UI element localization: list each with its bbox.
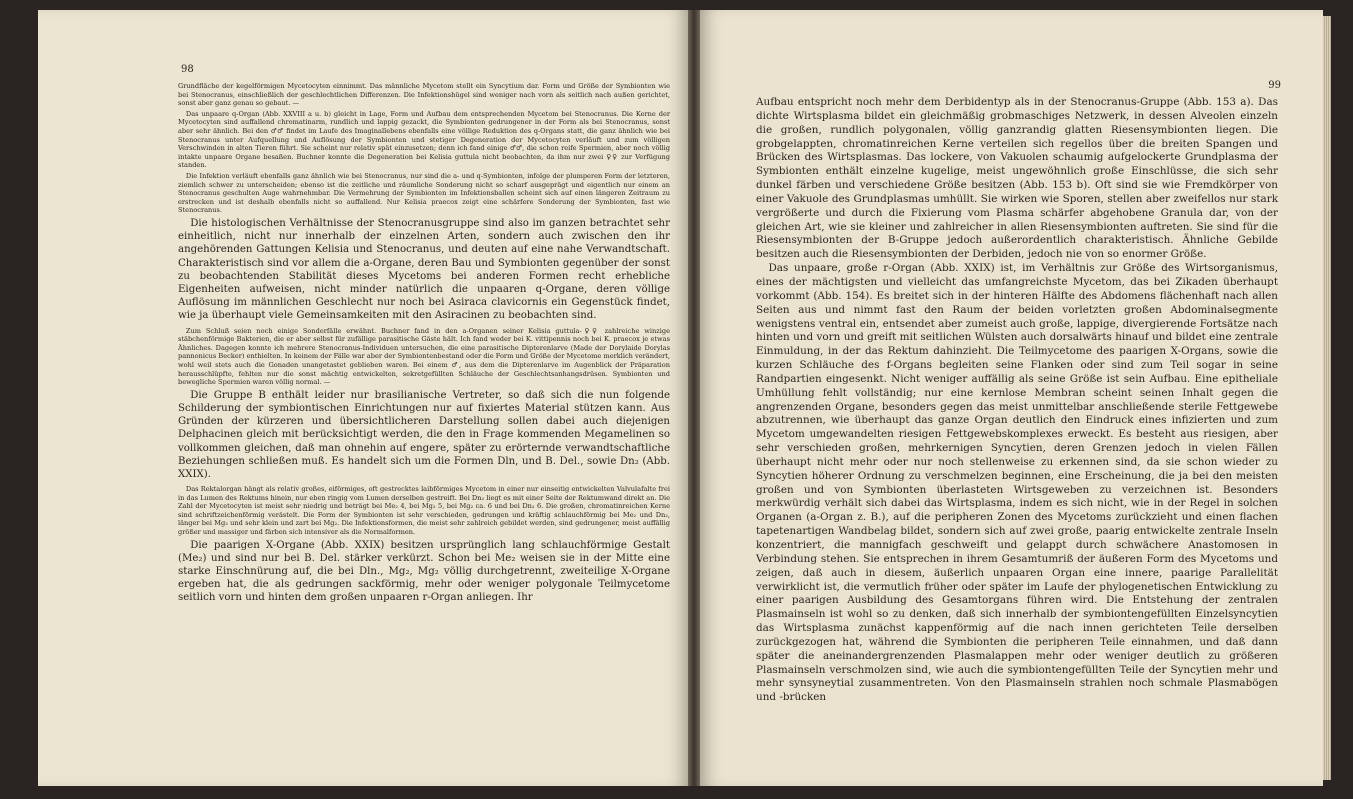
right-text-block [756,96,1278,705]
left-text-block [178,82,670,609]
right-page [700,10,1323,786]
paragraph: Das unpaare, große r-Organ (Abb. XXIX) ist, im Verhältnis zur Größe des Wirtsorganismus, eines der mächtigsten und vielleicht das umfangreichste Mycetom, das bei Zikaden überhaupt vorkommt (Abb. 154). Es breitet sich in der hinteren Hälfte des Abdomens flächenhaft nach allen Seiten aus und nimmt fast den Raum der beiden vorletzten großen Abdominalsegmente wenigstens ventral ein, entsendet aber zumeist auch große, lappige, divergierende Fortsätze nach hinten und vorn und greift mit seitlichen Wülsten auch dorsalwärts hinauf und bildet eine zentrale Einmuldung, in der das Rektum dahinzieht. Die Teilmycetome des paarigen X-Organs, sowie die kurzen Schläuche des f-Organs begleiten seine Flanken oder sind zum Teil sogar in seine Randpartien eingesenkt. Nicht weniger auffällig als seine Größe ist sein Aufbau. Eine epitheliale Umhüllung fehlt vollständig; nur eine kernlose Membran scheint seinen Inhalt gegen die angrenzenden Organe, besonders gegen das meist unmittelbar anschließende sterile Fettgewebe abzutrennen, wie überhaupt das ganze Organ deutlich den Eindruck eines infizierten und zum Mycetom umgewandelten riesigen Fettgewebskomplexes erweckt. Es besteht aus riesigen, aber sehr verschieden großen, mehrkernigen Syncytien, deren Grenzen jedoch in vielen Fällen überhaupt nicht mehr oder nur noch stellenweise zu erkennen sind, da sie schon wieder zu Syncytien höherer Ordnung zu verschmelzen beginnen, eine Erscheinung, die ja bei den meisten großen und von Symbionten überlasteten Wirtsgeweben zu verzeichnen ist. Besonders merkwürdig verhält sich dabei das Wirtsplasma, indem es sich nicht, wie in der Regel in solchen Organen (a-Organ z. B.), auf die peripheren Zonen des Mycetoms zurückzieht und einen flachen tapetenartigen Wandbelag bildet, sondern sich auf zwei große, paarig entwickelte zentrale Inseln konzentriert, die mannigfach geschweift und gelappt durch schwächere Anastomosen in Verbindung stehen. Sie entsprechen in ihrem Gesamtumriß der äußeren Form des Mycetoms und zeigen, daß auch in diesem, äußerlich unpaaren Organ eine innere, paarige Parallelität verwirklicht ist, die vermutlich früher oder später im Laufe der phylogenetischen Entwicklung zu einer paarigen Ausbildung des Gesamtorgans führen wird. Die Entstehung der zentralen Plasmainseln ist wohl so zu denken, daß sich innerhalb der symbiontengefüllten Einzelsyncytien das Wirtsplasma zunächst kappenförmig auf die nach innen gerichteten Teile derselben zurückgezogen hat, während die Symbionten die peripheren Teile einnahmen, und daß dann später die aneinandergrenzenden Plasmalappen mehr oder weniger deutlich zu größeren Plasmainseln verschmolzen sind, wie auch die symbiontengefüllten Teile der Syncytien mehr und mehr synsyneytial zusammentreten. Von den Plasmainseln strahlen noch schmale Plasmabögen und -brücken [756,262,1278,704]
paragraph: Die histologischen Verhältnisse der Stenocranusgruppe sind also im ganzen betrachtet sehr einheitlich, nicht nur innerhalb der einzelnen Arten, sondern auch zwischen den ihr angehörenden Gattungen Kelisia und Stenocranus, und deuten auf eine nahe Verwandtschaft. Charakteristisch sind vor allem die a-Organe, deren Bau und Symbionten gegenüber der sonst zu beobachtenden Stabilität dieses Mycetoms bei anderen Formen recht erhebliche Eigenheiten aufweisen, nicht minder natürlich die unpaaren q-Organe, deren völlige Auflösung im männlichen Geschlecht nur noch bei Asiraca clavicornis ein Gegenstück findet, wie ja überhaupt viele Gemeinsamkeiten mit den Asiracinen zu beobachten sind. [178,217,670,322]
page-edges [1323,16,1331,780]
paragraph: Aufbau entspricht noch mehr dem Derbidentyp als in der Stenocranus-Gruppe (Abb. 153 a). Das dichte Wirtsplasma bildet ein gleichmäßig grobmaschiges Netzwerk, in dessen Alveolen einzeln die großen, rundlich polygonalen, völlig ganzrandig glatten Riesensymbionten liegen. Die grobgelappten, chromatinreichen Kerne verteilen sich regellos über die breiten Spangen und Brücken des Wirtsplasmas. Das lockere, von Vakuolen schaumig aufgelockerte Grundplasma der Symbionten enthält einzelne kugelige, meist ungewöhnlich große Einschlüsse, die sich sehr dunkel färben und verschiedene Größe besitzen (Abb. 153 b). Oft sind sie wie Fremdkörper von einer Vakuole des Grundplasmas umhüllt. Sie wirken wie Sporen, stellen aber zweifellos nur stark vergrößerte und durch die Fixierung vom Plasma schärfer abgehobene Granula dar, von der gleichen Art, wie sie kleiner und zahlreicher in allen Riesensymbionten auftreten. Sie sind für die Riesensymbionten der B-Gruppe jedoch außerordentlich charakteristisch. Ähnliche Gebilde besitzen auch die Riesensymbionten der Derbiden, jedoch nie von so enormer Größe. [756,96,1278,261]
paragraph: Das Rektalorgan hängt als relativ großes, eiförmiges, oft gestrecktes laibförmiges Mycetom in einer nur einseitig entwickelten Valvulafalte frei in das Lumen des Rektums hinein, nur eben ringig vom Lumen derselben gestreift. Bei Dn₂ liegt es mit einer Seite der Rektumwand direkt an. Die Zahl der Mycetocyten ist meist sehr niedrig und beträgt bei Me₂ 4, bei Mg₂ 5, bei Mg₂ ca. 6 und bei Dn₂ 6. Die großen, chromatinreichen Kerne sind schriftzeichenförmig verästelt. Die Form der Symbionten ist sehr verschieden, gedrungen und kräftig schlauchförmig bei Me₂ und Dn₂, länger bei Mg₂ und sehr klein und zart bei Mg₂. Die Infektionsformen, die meist sehr zahlreich gebildet werden, sind gedrungener, meist auffällig größer und massiger und färben sich intensiver als die Normalformen. [178,485,670,537]
paragraph: Grundfläche der kegelförmigen Mycetocyten einnimmt. Das männliche Mycetom stellt ein Syncytium dar. Form und Größe der Symbionten wie bei Stenocranus, einschließlich der geschlechtlichen Differenzen. Die Infektionshügel sind weniger nach vorn als seitlich nach außen gerichtet, sonst aber ganz genau so gebaut. — [178,82,670,108]
paragraph: Die paarigen X-Organe (Abb. XXIX) besitzen ursprünglich lang schlauchförmige Gestalt (Me₂) und sind nur bei B. Del. stärker verkürzt. Schon bei Me₂ weisen sie in der Mitte eine starke Einschnürung auf, die bei Dln., Mg₂, Mg₂ völlig durchgetrennt, zweiteilige X-Organe ergeben hat, die als gedrungen sackförmig, mehr oder weniger polygonale Teilmycetome seitlich vorn und hinten dem großen unpaaren r-Organ anliegen. Ihr [178,539,670,604]
left-page [38,10,688,786]
page-number-left: 98 [181,64,194,75]
page-number-right: 99 [1268,80,1281,91]
paragraph: Die Infektion verläuft ebenfalls ganz ähnlich wie bei Stenocranus, nur sind die a- und q-Symbionten, infolge der plumperen Form der letzteren, ziemlich schwer zu unterscheiden; ebenso ist die zeitliche und räumliche Sonderung nicht so scharf ausgeprägt und eigentlich nur einem an Stenocranus geschulten Auge wahrnehmbar. Die Vermehrung der Symbionten im Infektionsballen scheint sich auf einen längeren Zeitraum zu erstrecken und ist deshalb ebenfalls nicht so auffallend. Nur Kelisia praecox zeigt eine schärfere Sonderung der Symbionten, fast wie Stenocranus. [178,171,670,215]
book-spread [38,10,1323,786]
book-gutter [688,10,700,786]
paragraph: Zum Schluß seien noch einige Sonderfälle erwähnt. Buchner fand in den a-Organen seiner Kelisia guttula-♀♀ zahlreiche winzige stäbchenförmige Bakterien, die er aber selbst für zufällige parasitische Gäste hält. Ich fand weder bei K. vittipennis noch bei K. praecox je etwas Ähnliches. Dagegen konnte ich mehrere Stenocranus-Individuen untersuchen, die eine parasitische Dipterenlarve (Made der Dorylaide Dorylas pannonicus Becker) enthielten. In keinem der Fälle war aber der Symbiontenbestand oder die Form und Größe der Mycetome merklich verändert, wohl weil stets auch die Gonaden unangetastet geblieben waren. Bei einem ♂, aus dem die Dipterenlarve im Augenblick der Präparation herausschlüpfte, fehlten nur die sonst mächtig entwickelten, sekretgefüllten Schläuche der Geschlechtsanhangsdrüsen. Symbionten und bewegliche Spermien waren völlig normal. — [178,326,670,387]
paragraph: Die Gruppe B enthält leider nur brasilianische Vertreter, so daß sich die nun folgende Schilderung der symbiontischen Einrichtungen nur auf fixiertes Material stützen kann. Aus Gründen der kürzeren und übersichtlicheren Darstellung sollen dabei auch diejenigen Delphacinen gleich mit berücksichtigt werden, die den in Frage kommenden Megamelinen so vollkommen gleichen, daß man ohnehin auf engere, später zu erörternde verwandtschaftliche Beziehungen schließen muß. Es handelt sich um die Formen Dln, und B. Del., sowie Dn₂ (Abb. XXIX). [178,389,670,480]
paragraph: Das unpaare q-Organ (Abb. XXVIII a u. b) gleicht in Lage, Form und Aufbau dem entsprechenden Mycetom bei Stenocranus. Die Kerne der Mycetocyten sind auffallend chromatinarm, rundlich und lappig gezackt, die Symbionten gedrungener in der Form als bei Stenocranus, sonst aber sehr ähnlich. Bei den ♂♂ findet im Laufe des Imaginallebens ebenfalls eine völlige Reduktion des q-Organs statt, die ganz ähnlich wie bei Stenocranus unter Aufquellung und Auflösung der Symbionten und stetiger Degeneration der Mycetocyten verläuft und zum völligen Verschwinden in alten Tieren führt. Sie scheint nur relativ spät einzusetzen; denn ich fand einige ♂♂, die schon reife Spermien, aber noch völlig intakte unpaare Organe besaßen. Buchner konnte die Degeneration bei Kelisia guttula nicht beobachten, da ihm nur zwei ♀♀ zur Verfügung standen. [178,109,670,170]
